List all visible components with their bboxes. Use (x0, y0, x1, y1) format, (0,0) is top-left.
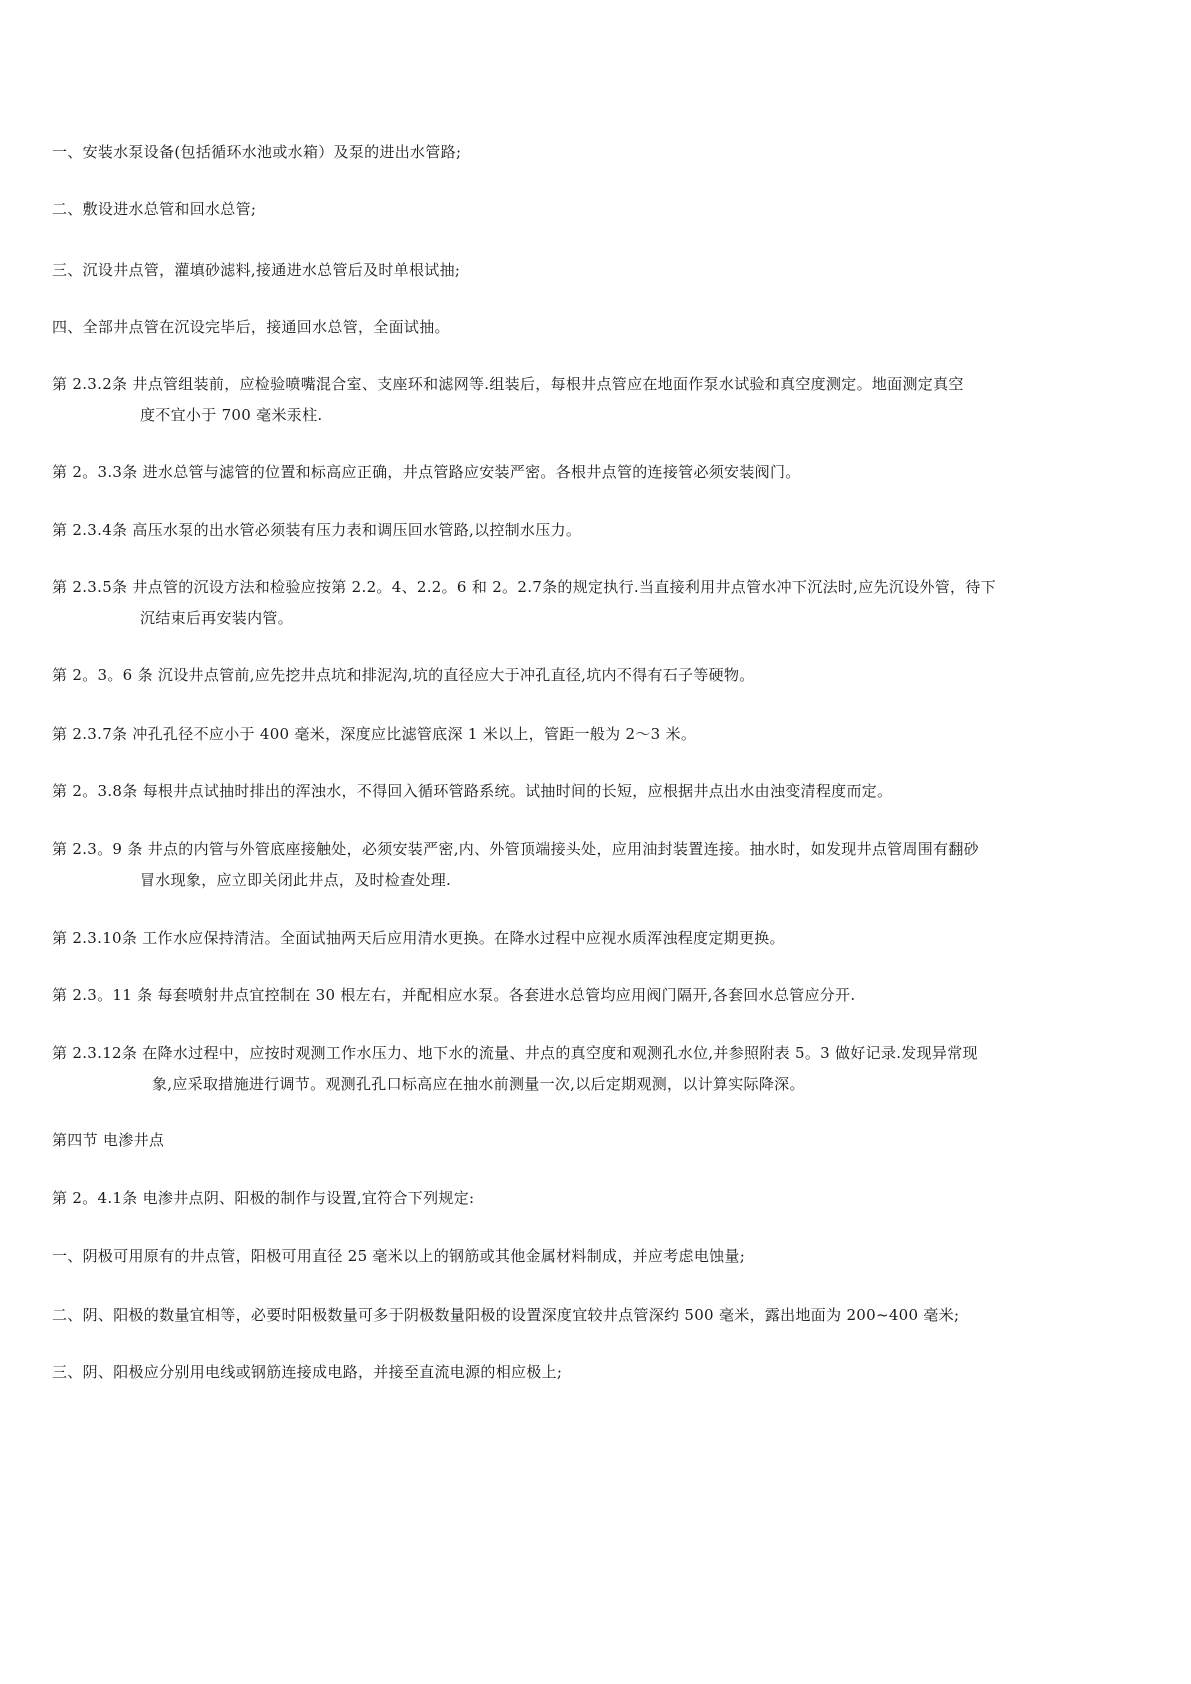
paragraph-text: 第 2.3.12条 在降水过程中，应按时观测工作水压力、地下水的流量、井点的真空度和观测孔水位,并参照附表 5。3 做好记录.发现异常现 (52, 1044, 978, 1062)
paragraph-text: 第 2。3.3条 进水总管与滤管的位置和标高应正确，井点管路应安装严密。各根井点管的连接管必须安装阀门。 (52, 463, 801, 481)
rule-1-paragraph (52, 1241, 1137, 1272)
article-2-3-3 (52, 457, 1137, 488)
article-2-3-4 (52, 515, 1137, 546)
article-2-3-5 (52, 572, 1137, 634)
paragraph-text: 第 2.3.2条 井点管组装前，应检验喷嘴混合室、支座环和滤网等.组装后，每根井点管应在地面作泵水试验和真空度测定。地面测定真空 (52, 375, 964, 393)
article-2-4-1 (52, 1183, 1137, 1214)
step-4-paragraph (52, 312, 1137, 343)
paragraph-text: 第 2.3.10条 工作水应保持清洁。全面试抽两天后应用清水更换。在降水过程中应视水质浑浊程度定期更换。 (52, 929, 785, 947)
paragraph-continuation: 沉结束后再安装内管。 (140, 609, 294, 627)
paragraph-text: 二、阴、阳极的数量宜相等，必要时阳极数量可多于阴极数量阳极的设置深度宜较井点管深约 500 毫米，露出地面为 200~400 毫米; (52, 1306, 960, 1324)
paragraph-text: 第 2。4.1条 电渗井点阴、阳极的制作与设置,宜符合下列规定: (52, 1189, 475, 1207)
article-2-3-8 (52, 776, 1137, 807)
article-2-3-12 (52, 1038, 1137, 1100)
paragraph-continuation: 度不宜小于 700 毫米汞柱. (140, 406, 323, 424)
article-2-3-10 (52, 923, 1137, 954)
article-2-3-2 (52, 369, 1137, 431)
article-2-3-6 (52, 660, 1137, 691)
paragraph-text: 一、阴极可用原有的井点管，阳极可用直径 25 毫米以上的钢筋或其他金属材料制成，并应考虑电蚀量; (52, 1247, 746, 1265)
step-3-paragraph (52, 255, 1137, 286)
paragraph-continuation: 象,应采取措施进行调节。观测孔孔口标高应在抽水前测量一次,以后定期观测，以计算实际降深。 (152, 1075, 805, 1093)
article-2-3-9 (52, 834, 1137, 896)
article-2-3-7 (52, 719, 1137, 750)
step-1-paragraph (52, 137, 1137, 168)
paragraph-text: 第 2.3.7条 冲孔孔径不应小于 400 毫米，深度应比滤管底深 1 米以上，管距一般为 2～3 米。 (52, 725, 697, 743)
paragraph-text: 一、安装水泵设备(包括循环水池或水箱）及泵的进出水管路; (52, 143, 462, 161)
rule-3-paragraph (52, 1357, 1137, 1388)
section-heading (52, 1125, 1137, 1156)
step-2-paragraph (52, 194, 1137, 225)
paragraph-text: 第 2.3.4条 高压水泵的出水管必须装有压力表和调压回水管路,以控制水压力。 (52, 521, 582, 539)
paragraph-text: 第 2.3。11 条 每套喷射井点宜控制在 30 根左右，并配相应水泵。各套进水总管均应用阀门隔开,各套回水总管应分开. (52, 986, 856, 1004)
article-2-3-11 (52, 980, 1137, 1011)
paragraph-text: 第 2.3.5条 井点管的沉设方法和检验应按第 2.2。4、2.2。6 和 2。2.7条的规定执行.当直接利用井点管水冲下沉法时,应先沉设外管，待下 (52, 578, 996, 596)
paragraph-text: 二、敷设进水总管和回水总管; (52, 200, 257, 218)
paragraph-text: 三、沉设井点管，灌填砂滤料,接通进水总管后及时单根试抽; (52, 261, 461, 279)
paragraph-text: 四、全部井点管在沉设完毕后，接通回水总管，全面试抽。 (52, 318, 450, 336)
paragraph-text: 第 2。3.8条 每根井点试抽时排出的浑浊水，不得回入循环管路系统。试抽时间的长短，应根据井点出水由浊变清程度而定。 (52, 782, 893, 800)
paragraph-text: 第 2.3。9 条 井点的内管与外管底座接触处，必须安装严密,内、外管顶端接头处，应用油封装置连接。抽水时，如发现井点管周围有翻砂 (52, 840, 979, 858)
rule-2-paragraph (52, 1300, 1137, 1331)
paragraph-continuation: 冒水现象，应立即关闭此井点，及时检查处理. (140, 871, 452, 889)
paragraph-text: 第 2。3。6 条 沉设井点管前,应先挖井点坑和排泥沟,坑的直径应大于冲孔直径,坑内不得有石子等硬物。 (52, 666, 755, 684)
paragraph-text: 三、阴、阳极应分别用电线或钢筋连接成电路，并接至直流电源的相应极上; (52, 1363, 563, 1381)
section-title: 第四节 电渗井点 (52, 1131, 165, 1149)
